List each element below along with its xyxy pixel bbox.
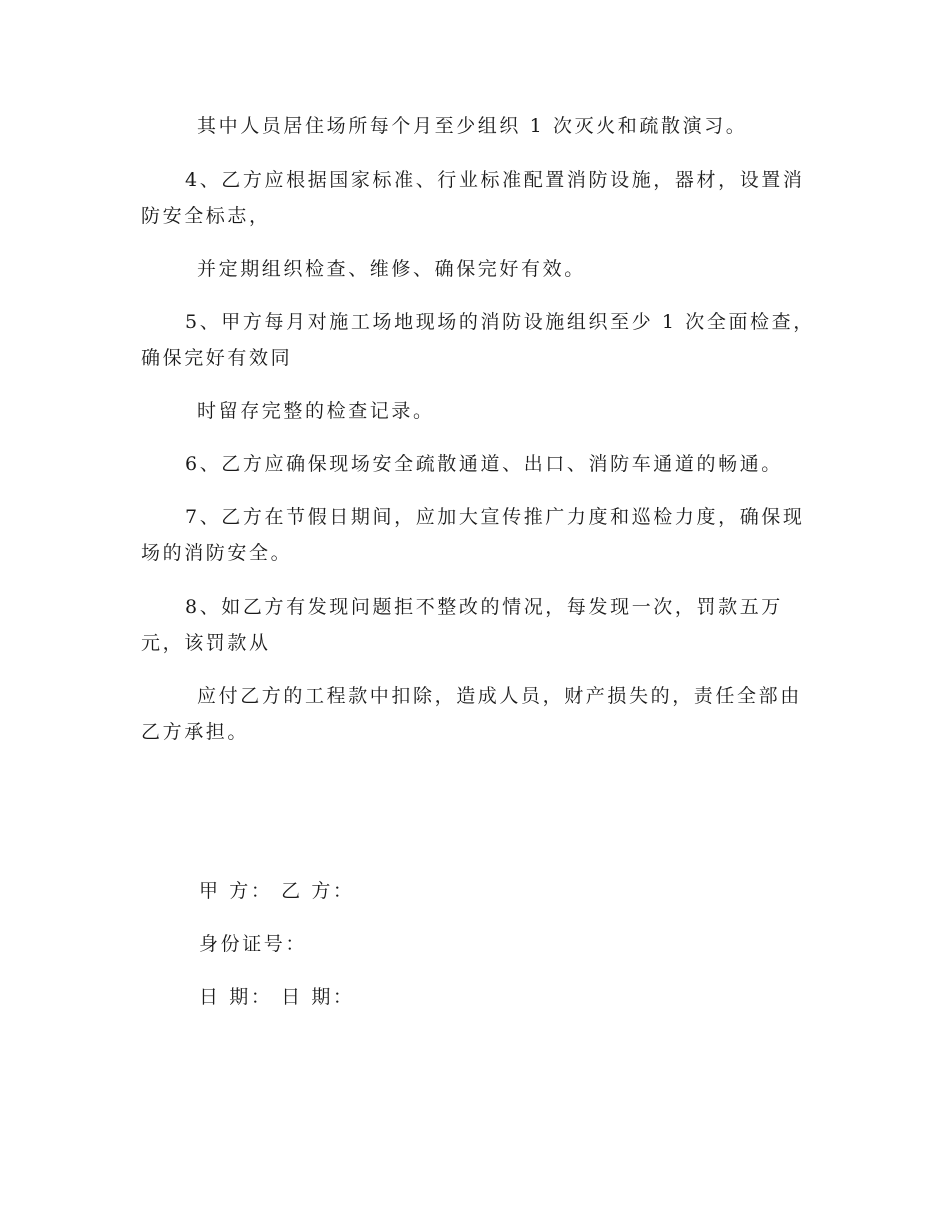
signature-party-line: 甲 方： 乙 方： bbox=[199, 880, 355, 902]
body-line-1: 其中人员居住场所每个月至少组织 1 次灭火和疏散演习。 bbox=[197, 115, 748, 137]
clause-5-line-2: 确保完好有效同 bbox=[141, 347, 293, 369]
clause-4-line-1: 4、乙方应根据国家标准、行业标准配置消防设施，器材，设置消 bbox=[185, 169, 805, 191]
clause-6-line-1: 6、乙方应确保现场安全疏散通道、出口、消防车通道的畅通。 bbox=[185, 453, 783, 475]
clause-7-line-2: 场的消防安全。 bbox=[141, 542, 293, 564]
clause-8-line-1: 8、如乙方有发现问题拒不整改的情况，每发现一次，罚款五万 bbox=[185, 596, 783, 618]
clause-7-line-1: 7、乙方在节假日期间，应加大宣传推广力度和巡检力度，确保现 bbox=[185, 506, 805, 528]
clause-8-line-4: 乙方承担。 bbox=[141, 721, 250, 743]
clause-4-line-3: 并定期组织检查、维修、确保完好有效。 bbox=[197, 258, 586, 280]
clause-8-line-2: 元，该罚款从 bbox=[141, 632, 271, 654]
clause-8-line-3: 应付乙方的工程款中扣除，造成人员，财产损失的，责任全部由 bbox=[197, 685, 802, 707]
clause-4-line-2: 防安全标志， bbox=[141, 205, 271, 227]
signature-date-line: 日 期： 日 期： bbox=[199, 986, 355, 1008]
clause-5-line-3: 时留存完整的检查记录。 bbox=[197, 400, 435, 422]
signature-id-line: 身份证号： bbox=[199, 933, 308, 955]
clause-5-line-1: 5、甲方每月对施工场地现场的消防设施组织至少 1 次全面检查， bbox=[185, 311, 815, 333]
